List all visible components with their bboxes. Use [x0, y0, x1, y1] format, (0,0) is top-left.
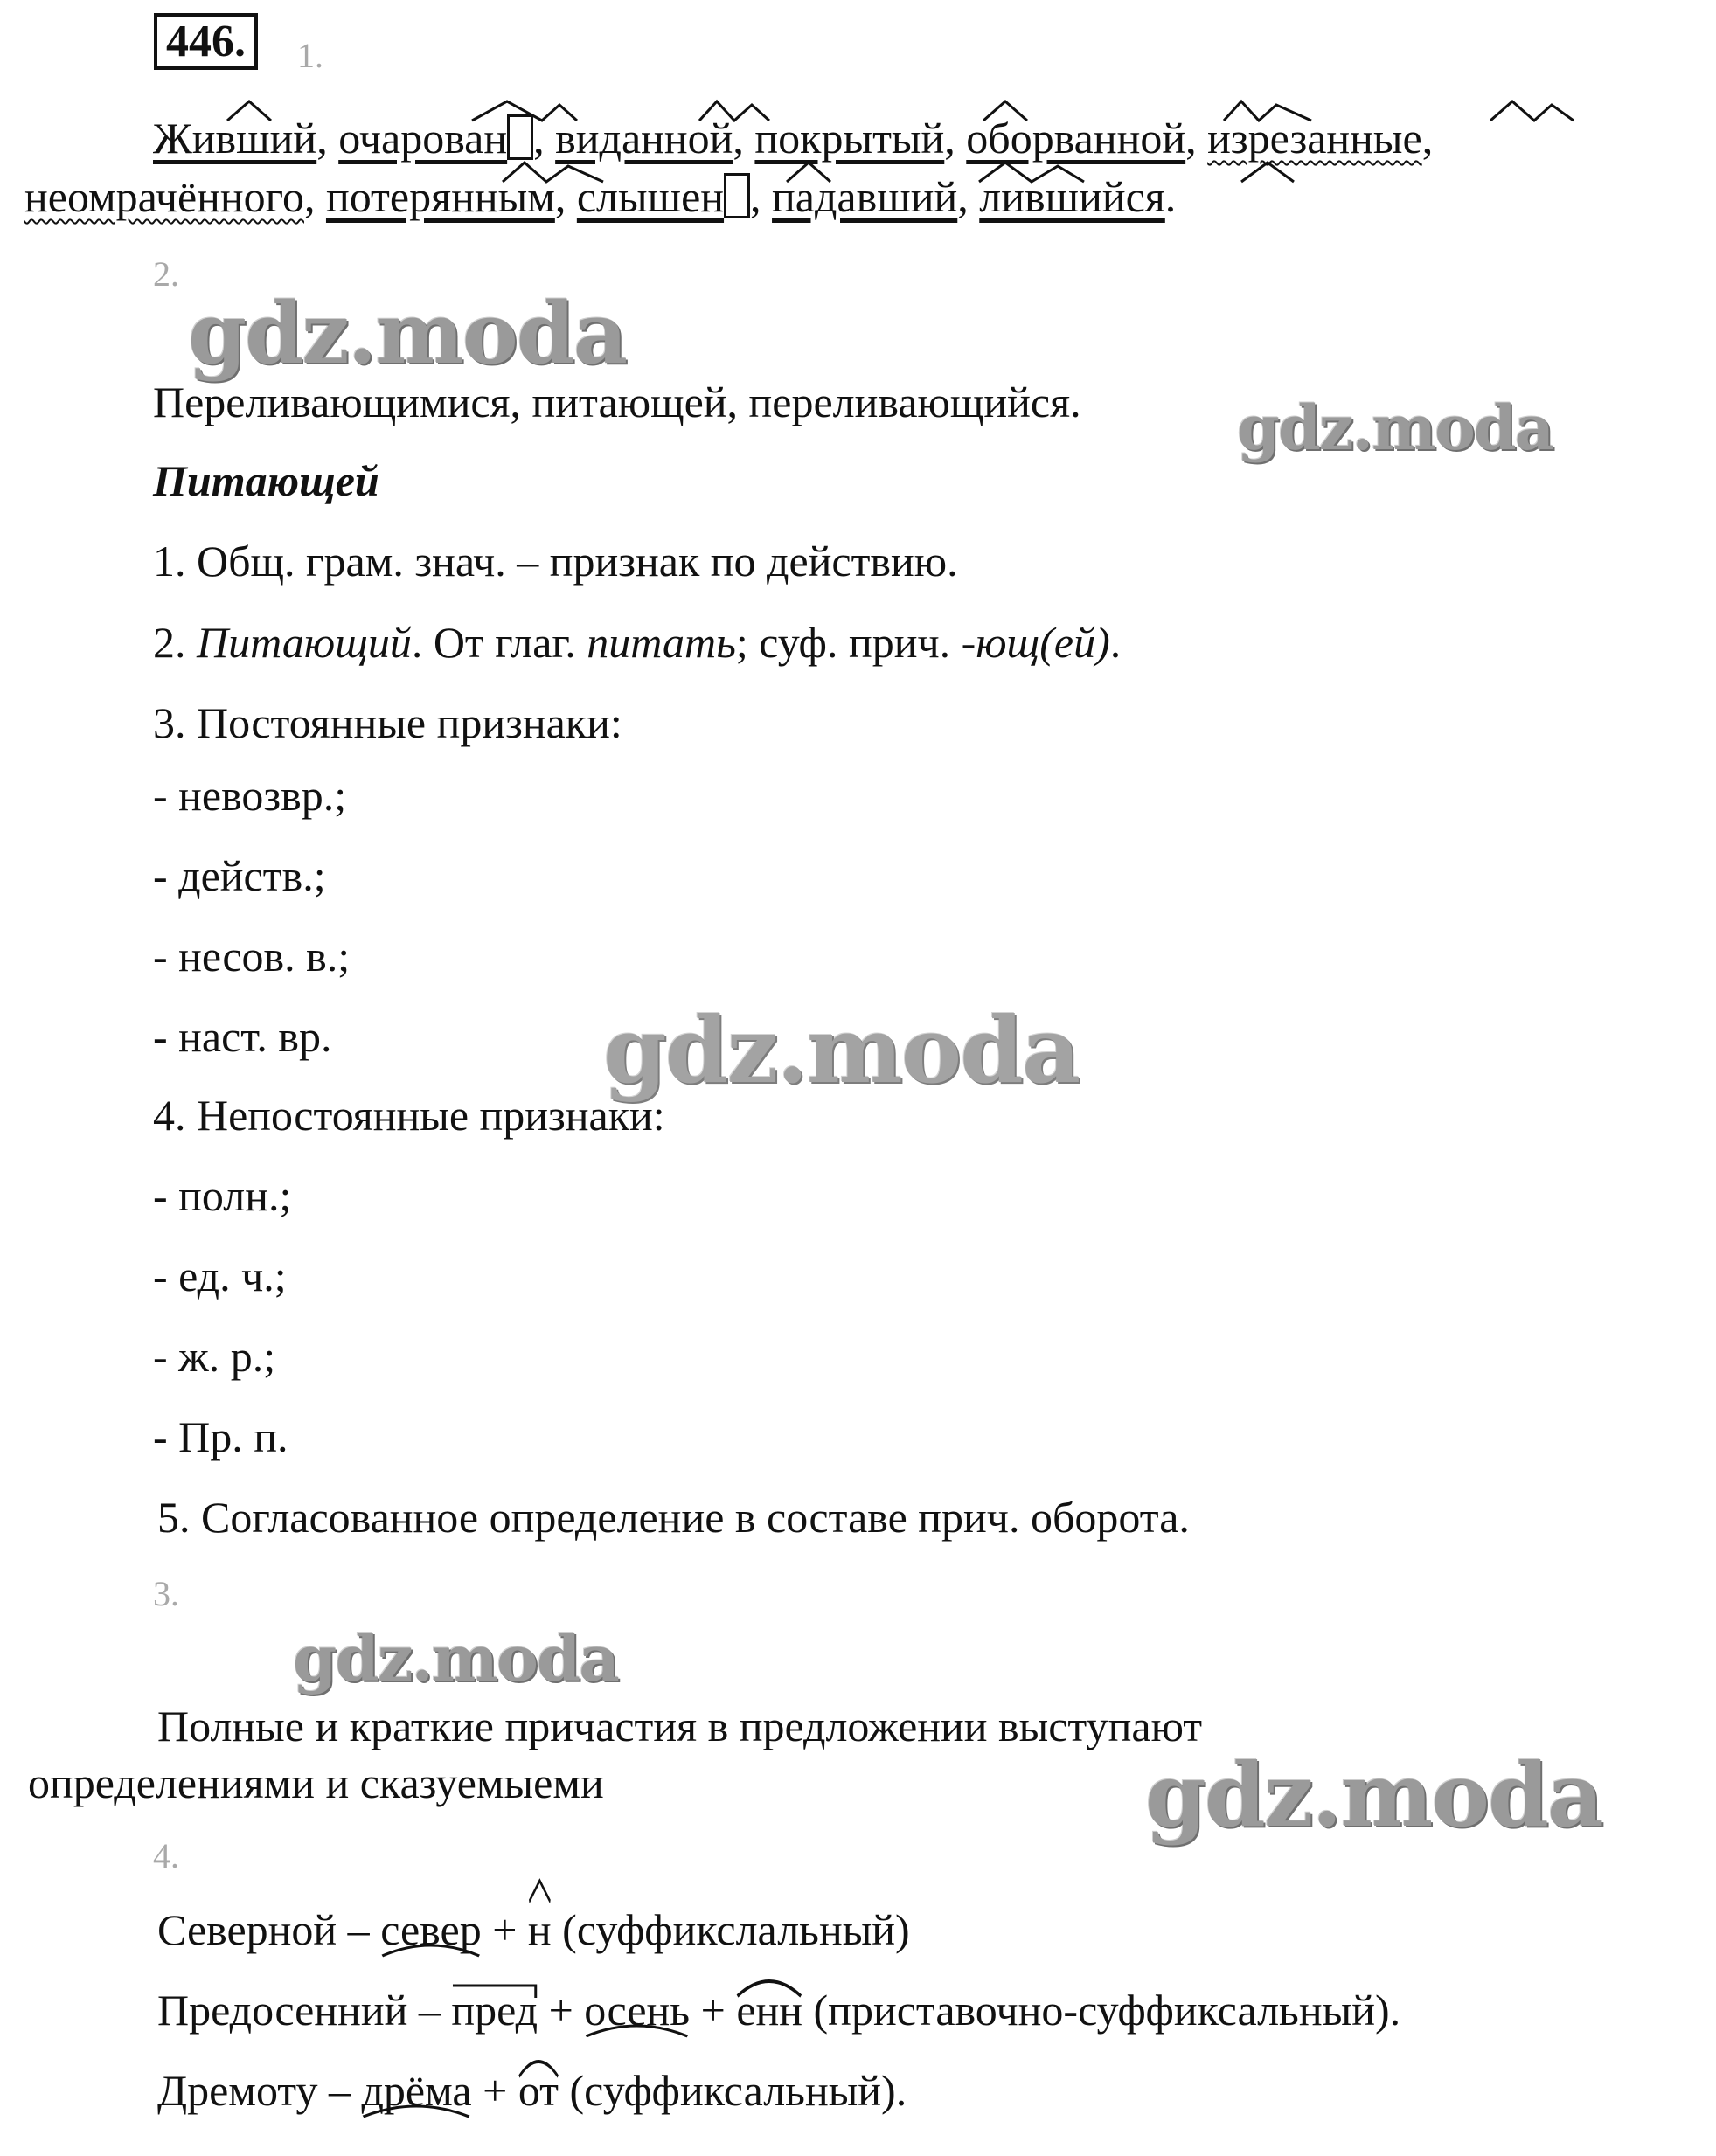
var-feature-3: - ж. р.;: [153, 1332, 276, 1381]
word-izrezannye: изрезанные: [1207, 114, 1422, 163]
row1-word: Северной –: [157, 1905, 381, 1954]
row3-word: Дремоту –: [157, 2066, 362, 2115]
row2-plus2: +: [690, 1986, 737, 2035]
var-feature-2: - ед. ч.;: [153, 1251, 287, 1300]
const-feature-1: - невозвр.;: [153, 771, 347, 820]
suffix-mark-5: [1224, 101, 1311, 121]
suffix-marks-line2: [0, 156, 1716, 199]
section2-item4: 4. Непостоянные признаки:: [153, 1091, 665, 1140]
var-feature-1: - полн.;: [153, 1171, 292, 1220]
section-3-label: 3.: [153, 1574, 179, 1613]
section-1-label: 1.: [297, 36, 323, 75]
item2-end: .: [1109, 618, 1122, 667]
item2-word: Питающий: [197, 618, 412, 667]
word-oborvannoy: оборванной: [966, 114, 1186, 163]
task-number-box: 446.: [154, 13, 258, 70]
word-ocharovan: очарован: [338, 114, 508, 163]
word-neomrachennogo: неомрачённого: [24, 172, 304, 221]
suffix-mark-8: [787, 163, 830, 182]
watermark-3: gdz.moda: [603, 996, 1080, 1104]
item2-suf-text: ; суф. прич.: [735, 618, 951, 667]
suffix-mark-10: [1241, 163, 1294, 182]
suffix-mark-2: [472, 101, 577, 121]
suffix-mark-7: [503, 163, 603, 182]
suffix-mark-6: [1490, 101, 1574, 121]
row3-desc: (суффиксальный).: [559, 2066, 907, 2115]
item2-verb: питать: [587, 618, 736, 667]
section2-item1: 1. Общ. грам. знач. – признак по действию.: [153, 537, 958, 586]
word-vidannoy: виданной: [555, 114, 733, 163]
task-number: [154, 16, 258, 68]
row2-word: Предосенний –: [157, 1986, 452, 2035]
row1-root: север: [380, 1905, 482, 1954]
const-feature-2: - действ.;: [153, 851, 326, 900]
section4-row3: [157, 2064, 907, 2117]
row1-suffix: н: [528, 1903, 552, 1956]
word-zhivshiy: Живший: [153, 114, 317, 163]
watermark-5: gdz.moda: [1145, 1744, 1602, 1847]
var-feature-4: - Пр. п.: [153, 1412, 288, 1461]
row2-suffix: енн: [736, 1984, 802, 2036]
row3-root: дрёма: [361, 2066, 472, 2115]
section3-line2: определениями и сказуемыеми: [28, 1758, 604, 1807]
row1-plus: +: [481, 1905, 528, 1954]
section4-row1: [157, 1903, 910, 1956]
row3-suffix: от: [518, 2064, 559, 2117]
section-2-label: 2.: [153, 254, 179, 294]
word-poteryannym: потерянным: [325, 172, 555, 221]
row2-desc: (приставочно-суффиксальный).: [802, 1986, 1401, 2035]
suffix-mark-4: [983, 101, 1027, 121]
section3-line1: Полные и краткие причастия в предложении выступают: [157, 1702, 1203, 1750]
word-padavshiy: падавший: [772, 172, 958, 221]
word-slyshen: слышен: [576, 172, 725, 221]
section1-line2: неомрачённого, потерянным, слышен , падавший, лившийся.: [24, 172, 1177, 221]
watermark-1: gdz.moda: [188, 284, 627, 383]
const-feature-3: - несов. в.;: [153, 932, 351, 981]
section1-line1: Живший, очарован , виданной, покрытый, оборванной, изрезанные,: [153, 114, 1434, 163]
section2-item5: 5. Согласованное определение в составе прич. оборота.: [157, 1493, 1190, 1542]
row2-plus1: +: [538, 1986, 585, 2035]
watermark-4: gdz.moda: [293, 1621, 618, 1695]
item2-suffix: -ющ(ей): [961, 618, 1110, 667]
suffix-mark-3: [699, 101, 769, 121]
item2-num: 2.: [153, 618, 186, 667]
word-livshiysya: лившийся: [979, 172, 1165, 221]
row3-plus: +: [471, 2066, 518, 2115]
suffix-mark-1: [227, 101, 271, 121]
suffix-marks-line1: [0, 94, 1716, 147]
const-feature-4: - наст. вр.: [153, 1012, 332, 1061]
section2-item3: 3. Постоянные признаки:: [153, 698, 622, 747]
word-pokrytyy: покрытый: [754, 114, 945, 163]
row2-root: осень: [584, 1986, 691, 2035]
suffix-mark-9: [979, 163, 1084, 182]
section2-words: Переливающимися, питающей, переливающийся.: [153, 378, 1081, 426]
watermark-2: gdz.moda: [1237, 392, 1553, 464]
section-4-label: 4.: [153, 1836, 179, 1875]
section2-item2: [153, 616, 1121, 669]
row1-desc: (суффикслальный): [551, 1905, 910, 1954]
section2-heading: Питающей: [153, 456, 379, 505]
row2-prefix: пред: [451, 1986, 538, 2035]
section4-row2: [157, 1984, 1400, 2036]
item2-mid: . От глаг.: [411, 618, 576, 667]
